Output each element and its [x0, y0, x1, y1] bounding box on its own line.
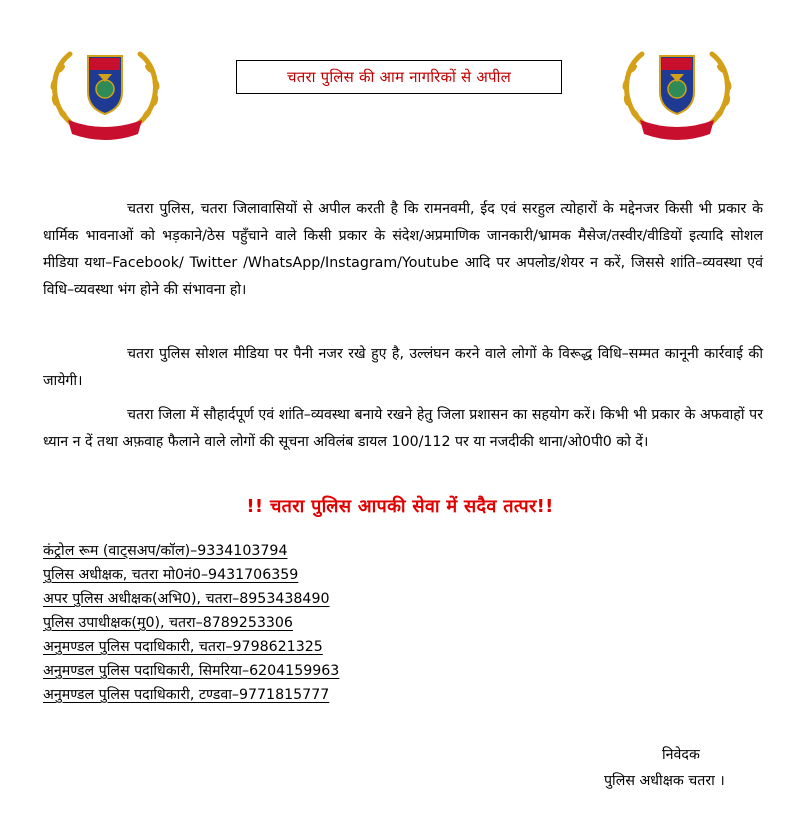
contact-list: [43, 539, 339, 707]
signature-label: निवेदक: [662, 747, 700, 763]
appeal-paragraph-3: चतरा जिला में सौहार्दपूर्ण एवं शांति–व्यवस्था बनाये रखने हेतु जिला प्रशासन का सहयोग करें। किभी भी प्रकार के अफवाहों पर ध्यान न दें तथा अफ़वाह फैलाने वाले लोगों की सूचना अविलंब डायल 100/112 पर या नजदीकी थाना/ओ0पी0 को दें।: [43, 407, 763, 450]
contact-sdpo-chatra: अनुमण्डल पुलिस पदाधिकारी, चतरा–9798621325: [43, 639, 323, 655]
contact-dsp: पुलिस उपाधीक्षक(मु0), चतरा–8789253306: [43, 615, 293, 631]
slogan: !! चतरा पुलिस आपकी सेवा में सदैव तत्पर!!: [246, 496, 554, 517]
contact-asp: अपर पुलिस अधीक्षक(अभि0), चतरा–8953438490: [43, 591, 330, 607]
appeal-paragraph-1: चतरा पुलिस, चतरा जिलावासियों से अपील करती है कि रामनवमी, ईद एवं सरहुल त्योहारों के मद्देनजर किसी भी प्रकार के धार्मिक भावनाओं को भड़काने/ठेस पहुँचाने वाले किसी प्रकार के संदेश/अप्रमाणिक जानकारी/भ्रामक मैसेज/तस्वीर/वीडियों इत्यादि सोशल मीडिया यथा–Facebook/ Twitter /WhatsApp/Instagram/Youtube आदि पर अपलोड/शेयर न करें, जिससे शांति–व्यवस्था एवं विधि–व्यवस्था भंग होने की संभावना हो।: [43, 201, 763, 298]
jharkhand-police-emblem-left: [40, 34, 170, 144]
contact-sdpo-simaria: अनुमण्डल पुलिस पदाधिकारी, सिमरिया–6204159963: [43, 663, 340, 679]
contact-sdpo-tandwa: अनुमण्डल पुलिस पदाधिकारी, टण्डवा–9771815777: [43, 687, 330, 703]
police-badge-icon: [612, 34, 742, 144]
police-badge-icon: [40, 34, 170, 144]
jharkhand-police-emblem-right: [612, 34, 742, 144]
contact-control-room: कंट्रोल रूम (वाट्सअप/कॉल)–9334103794: [43, 543, 288, 559]
appeal-paragraph-2: चतरा पुलिस सोशल मीडिया पर पैनी नजर रखे हुए है, उल्लंघन करने वाले लोगों के विरूद्ध विधि–सम्मत कानूनी कार्रवाई की जायेगी।: [43, 346, 763, 389]
signature-name: पुलिस अधीक्षक चतरा ।: [604, 773, 725, 789]
appeal-title: चतरा पुलिस की आम नागरिकों से अपील: [236, 60, 562, 94]
contact-sp: पुलिस अधीक्षक, चतरा मो0नं0–9431706359: [43, 567, 299, 583]
